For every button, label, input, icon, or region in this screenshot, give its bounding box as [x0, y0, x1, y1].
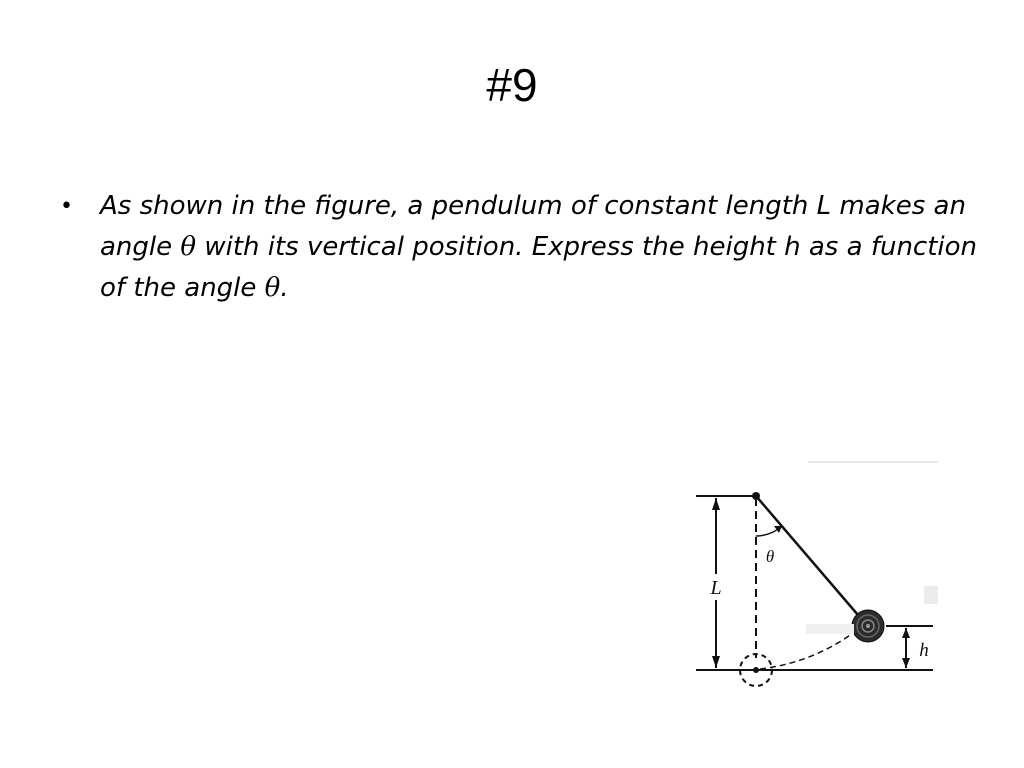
angle-arrow-icon	[774, 526, 782, 533]
theta-symbol: θ	[264, 273, 281, 303]
question-text-part-1: As shown in the figure, a pendulum of constant length L makes an angle	[100, 191, 966, 262]
theta-label: θ	[765, 547, 775, 566]
bullet-item	[60, 186, 980, 309]
arrow-up-icon	[712, 498, 720, 510]
scan-artifact	[924, 586, 938, 604]
pendulum-diagram	[688, 458, 960, 694]
theta-symbol: θ	[180, 232, 197, 262]
pendulum-figure	[688, 458, 960, 694]
slide-title: #9	[486, 59, 538, 111]
length-label: L	[710, 577, 722, 599]
height-label: h	[919, 640, 929, 661]
rest-position-center	[753, 667, 759, 673]
bullet-list	[60, 186, 980, 309]
arrow-down-icon	[902, 658, 910, 668]
question-text-part-3: .	[280, 273, 289, 303]
arrow-down-icon	[712, 656, 720, 668]
question-text-part-2: with its vertical position. Express the height h as a function of the angle	[100, 232, 978, 303]
arrow-up-icon	[902, 628, 910, 638]
bullet-dot-icon: •	[60, 194, 73, 219]
scan-artifact	[806, 624, 854, 634]
pendulum-bob-texture	[866, 624, 870, 628]
